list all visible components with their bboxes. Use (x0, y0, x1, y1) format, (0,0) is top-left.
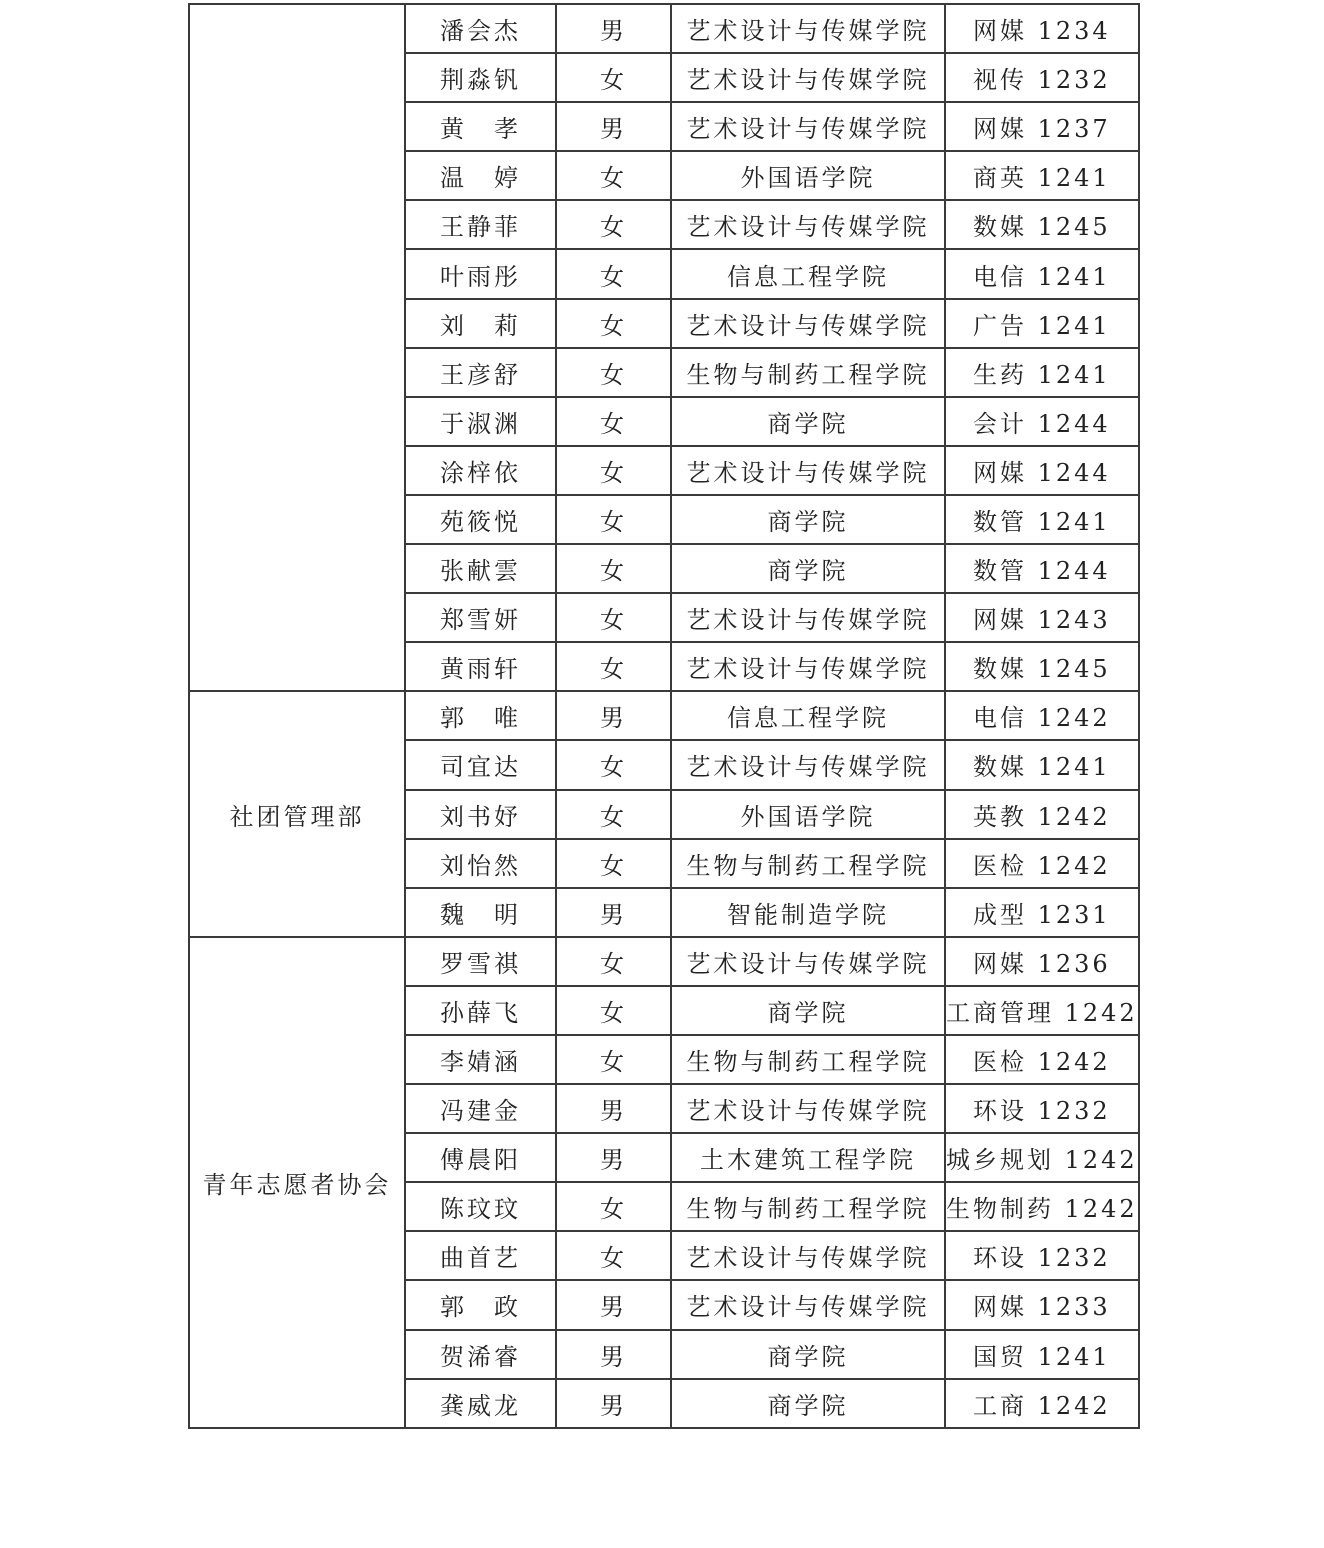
college-cell: 商学院 (671, 495, 945, 544)
college-cell: 生物与制药工程学院 (671, 348, 945, 397)
college-cell: 土木建筑工程学院 (671, 1133, 945, 1182)
name-cell: 涂梓依 (405, 446, 556, 495)
class-cell: 环设 1232 (945, 1084, 1139, 1133)
gender-cell: 女 (556, 299, 671, 348)
gender-cell: 男 (556, 1280, 671, 1329)
name-cell: 曲首艺 (405, 1231, 556, 1280)
class-cell: 数媒 1241 (945, 740, 1139, 789)
college-cell: 艺术设计与传媒学院 (671, 642, 945, 691)
name-cell: 魏 明 (405, 888, 556, 937)
name-cell: 陈玟玟 (405, 1182, 556, 1231)
class-cell: 视传 1232 (945, 53, 1139, 102)
name-cell: 潘会杰 (405, 4, 556, 53)
gender-cell: 男 (556, 1379, 671, 1428)
name-cell: 叶雨彤 (405, 249, 556, 298)
college-cell: 商学院 (671, 397, 945, 446)
gender-cell: 男 (556, 4, 671, 53)
name-cell: 王彦舒 (405, 348, 556, 397)
name-cell: 李婧涵 (405, 1035, 556, 1084)
gender-cell: 女 (556, 200, 671, 249)
class-cell: 成型 1231 (945, 888, 1139, 937)
name-cell: 于淑渊 (405, 397, 556, 446)
college-cell: 艺术设计与传媒学院 (671, 102, 945, 151)
name-cell: 贺浠睿 (405, 1330, 556, 1379)
name-cell: 郭 政 (405, 1280, 556, 1329)
table-row (189, 691, 1139, 740)
class-cell: 数管 1244 (945, 544, 1139, 593)
college-cell: 商学院 (671, 1379, 945, 1428)
class-cell: 城乡规划 1242 (945, 1133, 1139, 1182)
college-cell: 艺术设计与传媒学院 (671, 446, 945, 495)
name-cell: 司宜达 (405, 740, 556, 789)
class-cell: 国贸 1241 (945, 1330, 1139, 1379)
gender-cell: 男 (556, 888, 671, 937)
class-cell: 电信 1241 (945, 249, 1139, 298)
gender-cell: 女 (556, 790, 671, 839)
gender-cell: 女 (556, 937, 671, 986)
class-cell: 网媒 1236 (945, 937, 1139, 986)
name-cell: 温 婷 (405, 151, 556, 200)
class-cell: 环设 1232 (945, 1231, 1139, 1280)
name-cell: 傅晨阳 (405, 1133, 556, 1182)
college-cell: 外国语学院 (671, 790, 945, 839)
name-cell: 荆淼钒 (405, 53, 556, 102)
gender-cell: 男 (556, 1084, 671, 1133)
name-cell: 刘怡然 (405, 839, 556, 888)
name-cell: 孙薛飞 (405, 986, 556, 1035)
name-cell: 张献雲 (405, 544, 556, 593)
gender-cell: 男 (556, 1133, 671, 1182)
class-cell: 网媒 1243 (945, 593, 1139, 642)
gender-cell: 女 (556, 446, 671, 495)
gender-cell: 女 (556, 593, 671, 642)
college-cell: 艺术设计与传媒学院 (671, 1084, 945, 1133)
name-cell: 刘 莉 (405, 299, 556, 348)
gender-cell: 女 (556, 986, 671, 1035)
college-cell: 生物与制药工程学院 (671, 1182, 945, 1231)
college-cell: 信息工程学院 (671, 249, 945, 298)
class-cell: 生药 1241 (945, 348, 1139, 397)
gender-cell: 女 (556, 1231, 671, 1280)
college-cell: 信息工程学院 (671, 691, 945, 740)
table-row (189, 4, 1139, 53)
department-cell: 青年志愿者协会 (189, 937, 405, 1428)
name-cell: 郭 唯 (405, 691, 556, 740)
name-cell: 黄雨轩 (405, 642, 556, 691)
class-cell: 网媒 1244 (945, 446, 1139, 495)
class-cell: 数管 1241 (945, 495, 1139, 544)
name-cell: 黄 孝 (405, 102, 556, 151)
gender-cell: 男 (556, 102, 671, 151)
class-cell: 医检 1242 (945, 1035, 1139, 1084)
class-cell: 医检 1242 (945, 839, 1139, 888)
college-cell: 艺术设计与传媒学院 (671, 299, 945, 348)
gender-cell: 女 (556, 544, 671, 593)
gender-cell: 女 (556, 151, 671, 200)
college-cell: 艺术设计与传媒学院 (671, 4, 945, 53)
gender-cell: 女 (556, 397, 671, 446)
college-cell: 外国语学院 (671, 151, 945, 200)
class-cell: 数媒 1245 (945, 200, 1139, 249)
college-cell: 艺术设计与传媒学院 (671, 1231, 945, 1280)
college-cell: 商学院 (671, 986, 945, 1035)
roster-body (189, 4, 1139, 1428)
college-cell: 生物与制药工程学院 (671, 839, 945, 888)
class-cell: 广告 1241 (945, 299, 1139, 348)
college-cell: 艺术设计与传媒学院 (671, 200, 945, 249)
gender-cell: 女 (556, 495, 671, 544)
college-cell: 艺术设计与传媒学院 (671, 740, 945, 789)
college-cell: 生物与制药工程学院 (671, 1035, 945, 1084)
member-roster-table (188, 3, 1140, 1429)
table-row (189, 937, 1139, 986)
college-cell: 艺术设计与传媒学院 (671, 1280, 945, 1329)
class-cell: 电信 1242 (945, 691, 1139, 740)
class-cell: 网媒 1237 (945, 102, 1139, 151)
gender-cell: 女 (556, 348, 671, 397)
gender-cell: 男 (556, 1330, 671, 1379)
gender-cell: 女 (556, 839, 671, 888)
name-cell: 龚威龙 (405, 1379, 556, 1428)
gender-cell: 女 (556, 249, 671, 298)
department-cell (189, 4, 405, 691)
class-cell: 数媒 1245 (945, 642, 1139, 691)
college-cell: 艺术设计与传媒学院 (671, 593, 945, 642)
gender-cell: 女 (556, 53, 671, 102)
class-cell: 商英 1241 (945, 151, 1139, 200)
gender-cell: 男 (556, 691, 671, 740)
name-cell: 冯建金 (405, 1084, 556, 1133)
college-cell: 智能制造学院 (671, 888, 945, 937)
college-cell: 商学院 (671, 544, 945, 593)
class-cell: 英教 1242 (945, 790, 1139, 839)
class-cell: 会计 1244 (945, 397, 1139, 446)
class-cell: 生物制药 1242 (945, 1182, 1139, 1231)
name-cell: 刘书妤 (405, 790, 556, 839)
gender-cell: 女 (556, 1035, 671, 1084)
class-cell: 工商管理 1242 (945, 986, 1139, 1035)
name-cell: 王静菲 (405, 200, 556, 249)
class-cell: 网媒 1233 (945, 1280, 1139, 1329)
college-cell: 艺术设计与传媒学院 (671, 937, 945, 986)
class-cell: 网媒 1234 (945, 4, 1139, 53)
gender-cell: 女 (556, 1182, 671, 1231)
gender-cell: 女 (556, 642, 671, 691)
gender-cell: 女 (556, 740, 671, 789)
department-cell: 社团管理部 (189, 691, 405, 936)
name-cell: 罗雪祺 (405, 937, 556, 986)
name-cell: 郑雪妍 (405, 593, 556, 642)
name-cell: 苑筱悦 (405, 495, 556, 544)
class-cell: 工商 1242 (945, 1379, 1139, 1428)
college-cell: 商学院 (671, 1330, 945, 1379)
college-cell: 艺术设计与传媒学院 (671, 53, 945, 102)
